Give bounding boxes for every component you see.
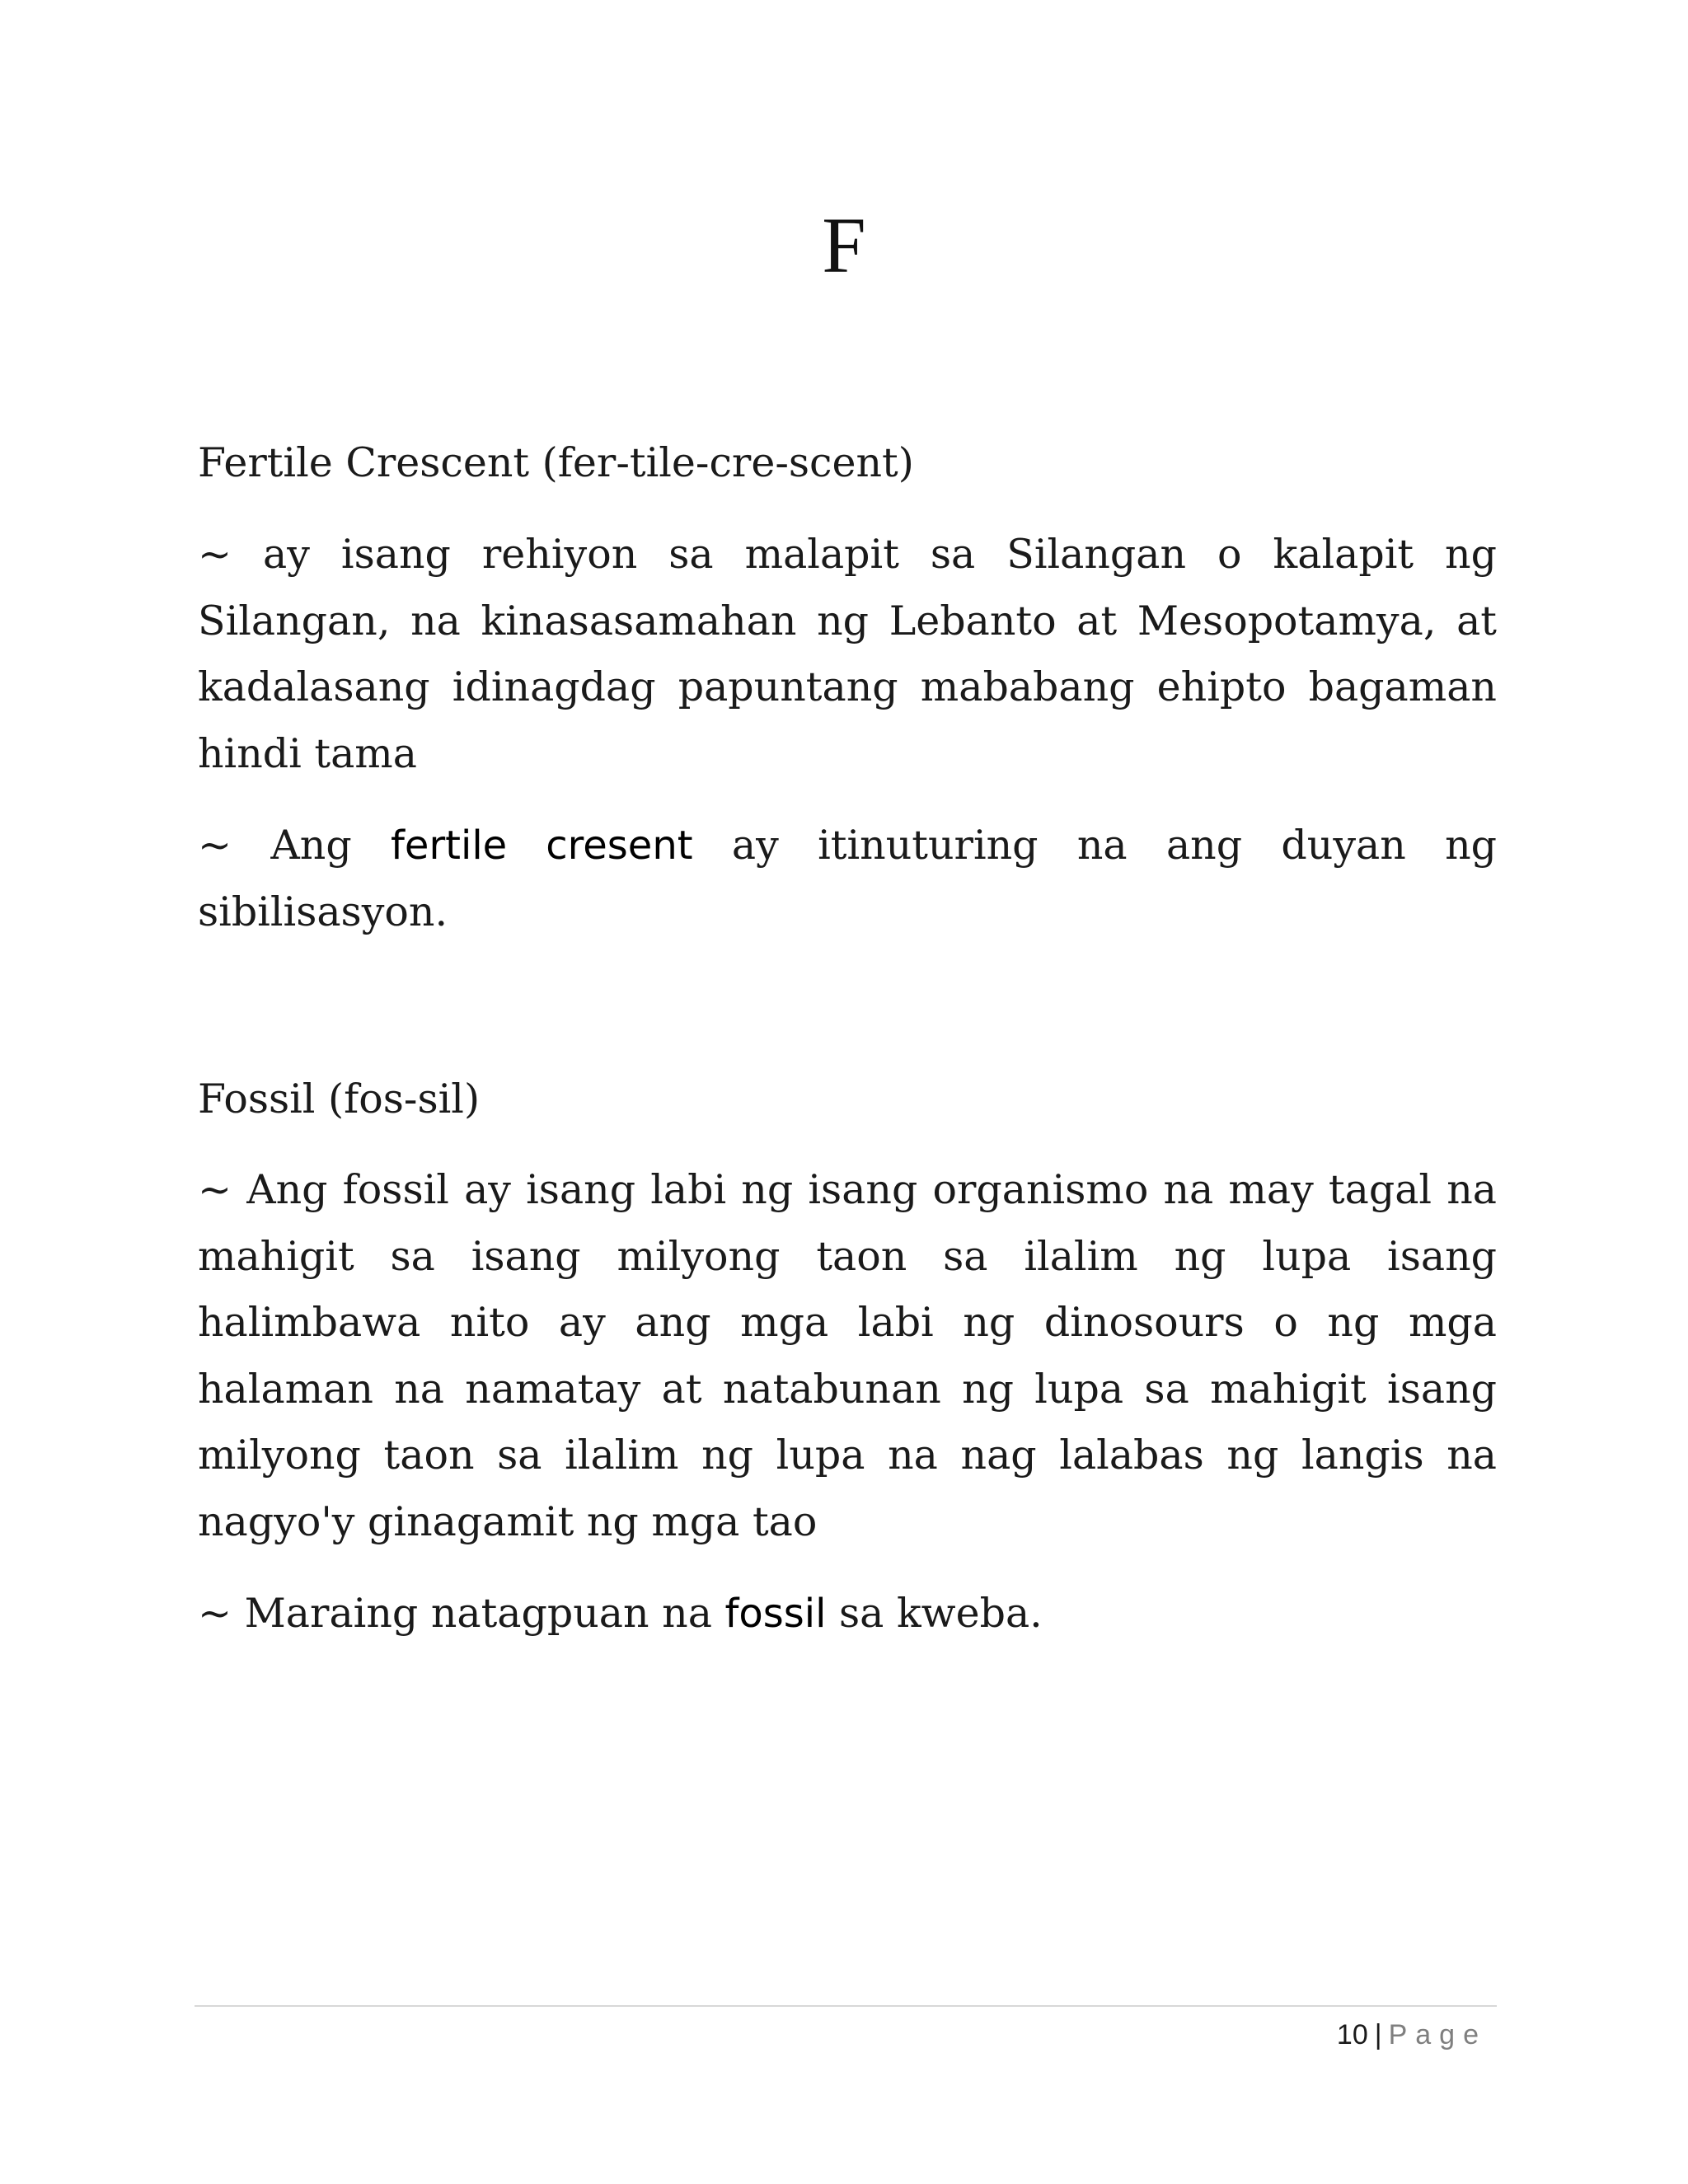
entry-example — [198, 1581, 1497, 1647]
example-suffix: ay itinuturing na ang duyan ng sibilisasyon. — [198, 822, 1498, 935]
entry-definition: ~ ay isang rehiyon sa malapit sa Silangan o kalapit ng Silangan, na kinasasamahan ng Lebanto at Mesopotamya, at kadalasang idinagdag papuntang mababang ehipto bagaman hindi tama — [198, 531, 1497, 777]
example-prefix: ~ Maraing natagpuan na — [198, 1590, 712, 1637]
footer-separator: | — [1374, 2019, 1382, 2050]
example-highlight-term: fossil — [724, 1591, 827, 1637]
page-title: F — [822, 201, 866, 289]
entry-term: Fossil (fos-sil) — [198, 1076, 481, 1122]
page-footer — [1337, 2014, 1487, 2055]
example-suffix: sa kweba. — [839, 1590, 1043, 1637]
footer-divider — [195, 2005, 1497, 2007]
entry-fertile-crescent — [198, 430, 1497, 945]
page-label: Page — [1388, 2019, 1487, 2050]
example-prefix: ~ Ang — [198, 822, 352, 869]
entry-example — [198, 813, 1497, 945]
page-number: 10 — [1336, 2019, 1368, 2050]
example-highlight-term: fertile cresent — [391, 823, 693, 869]
entry-term: Fertile Crescent (fer-tile-cre-scent) — [198, 439, 914, 486]
entry-fossil — [198, 1066, 1497, 1647]
entry-definition: ~ Ang fossil ay isang labi ng isang organismo na may tagal na mahigit sa isang milyong taon sa ilalim ng lupa isang halimbawa nito ay ang mga labi ng dinosours o ng mga halaman na namatay at natabunan ng lupa sa mahigit isang milyong taon sa ilalim ng lupa na nag lalabas ng langis na nagyo'y ginagamit ng mga tao — [198, 1166, 1497, 1545]
